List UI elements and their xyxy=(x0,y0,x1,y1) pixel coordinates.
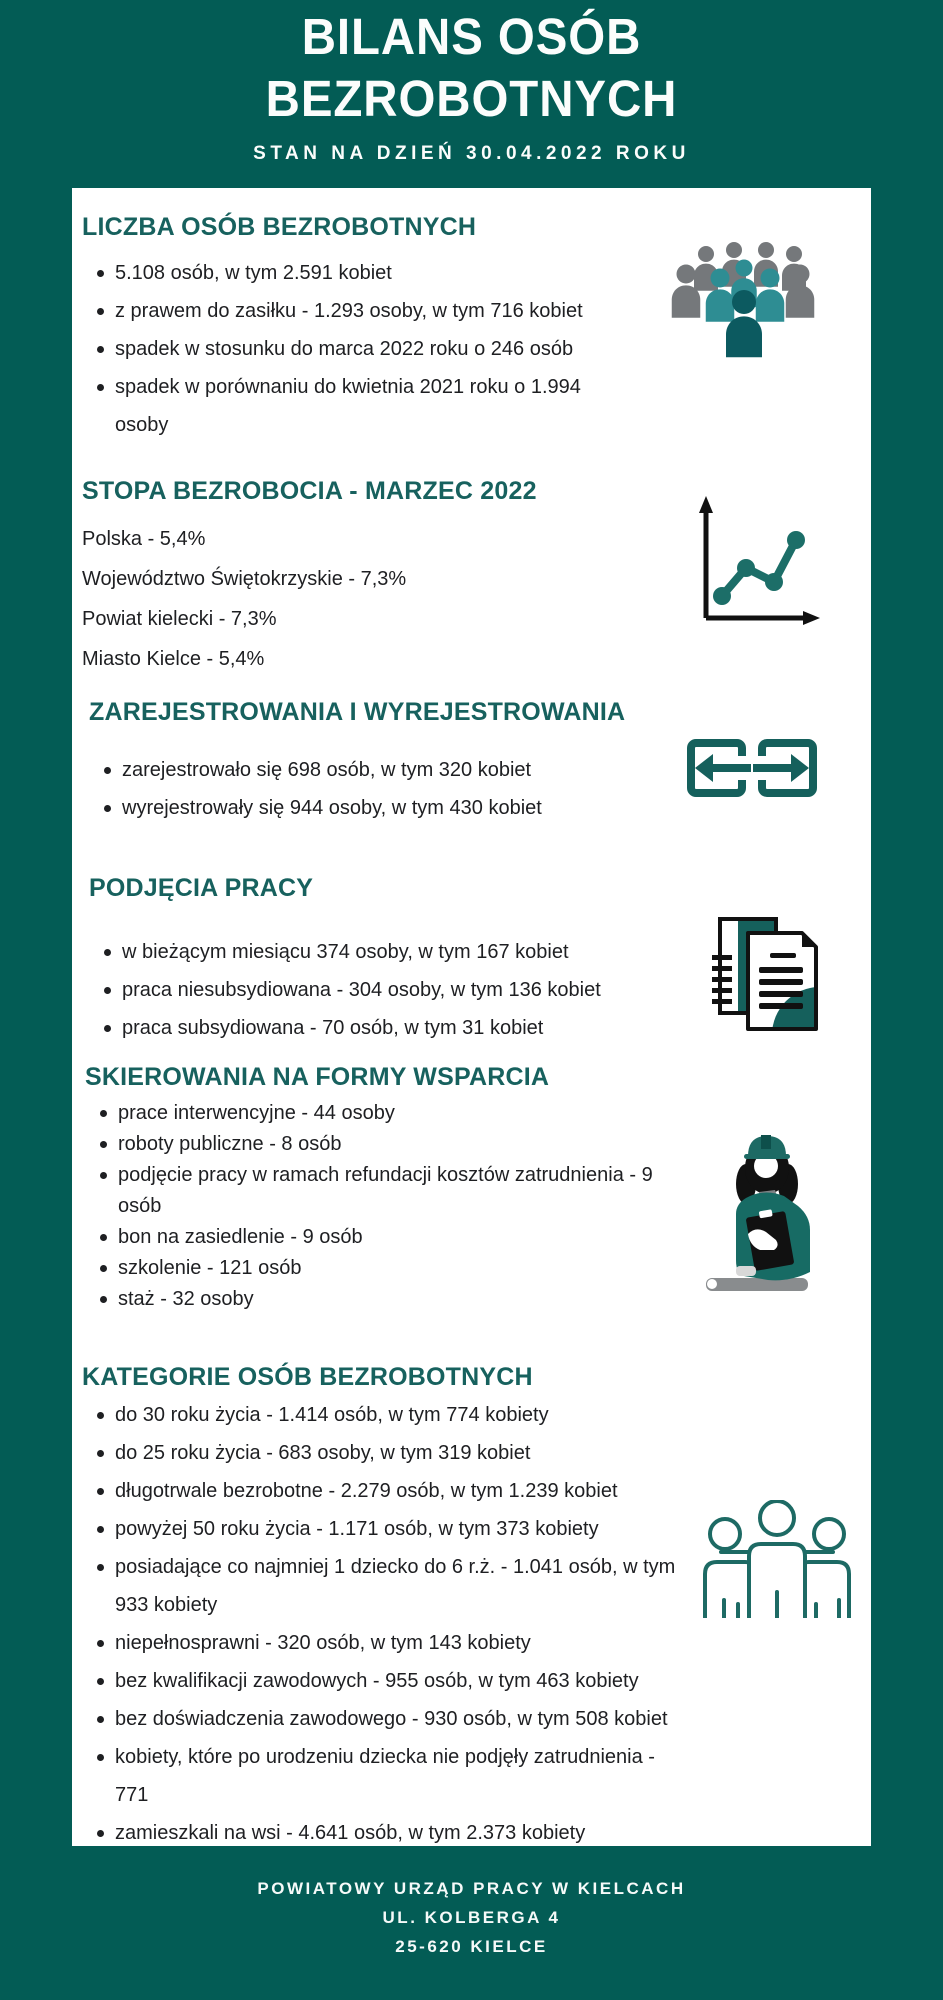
list-item: staż - 32 osoby xyxy=(85,1284,670,1315)
engineer-woman-icon xyxy=(698,1122,828,1297)
line-chart-icon xyxy=(688,488,820,633)
bullet-list xyxy=(82,1396,684,1852)
transfer-arrows-icon xyxy=(685,737,819,799)
page-title xyxy=(0,0,943,130)
list-item: bon na zasiedlenie - 9 osób xyxy=(85,1222,670,1253)
list-item: zamieszkali na wsi - 4.641 osób, w tym 2.373 kobiety xyxy=(82,1814,684,1852)
footer-city: 25-620 KIELCE xyxy=(395,1937,548,1956)
page-title-line2: BEZROBOTNYCH xyxy=(265,70,678,127)
header xyxy=(0,0,943,165)
list-item: w bieżącym miesiącu 374 osoby, w tym 167 kobiet xyxy=(89,933,689,971)
list-item: praca niesubsydiowana - 304 osoby, w tym 136 kobiet xyxy=(89,971,689,1009)
list-item: niepełnosprawni - 320 osób, w tym 143 kobiety xyxy=(82,1624,684,1662)
list-item: spadek w porównaniu do kwietnia 2021 roku o 1.994 osoby xyxy=(82,368,597,444)
list-item: wyrejestrowały się 944 osoby, w tym 430 kobiet xyxy=(89,789,689,827)
bullet-list xyxy=(82,254,597,444)
list-item: szkolenie - 121 osób xyxy=(85,1253,670,1284)
list-item: zarejestrowało się 698 osób, w tym 320 kobiet xyxy=(89,751,689,789)
bullet-list xyxy=(85,1098,670,1315)
page-title-line1: BILANS OSÓB xyxy=(301,8,642,65)
list-item: 5.108 osób, w tym 2.591 kobiet xyxy=(82,254,597,292)
list-item: do 30 roku życia - 1.414 osób, w tym 774 kobiety xyxy=(82,1396,684,1434)
list-item: bez doświadczenia zawodowego - 930 osób, w tym 508 kobiet xyxy=(82,1700,684,1738)
section-heading: LICZBA OSÓB BEZROBOTNYCH xyxy=(82,213,477,241)
content-panel xyxy=(72,188,871,1846)
list-item: posiadające co najmniej 1 dziecko do 6 r.ż. - 1.041 osób, w tym 933 kobiety xyxy=(82,1548,684,1624)
section-heading: SKIEROWANIA NA FORMY WSPARCIA xyxy=(85,1063,550,1091)
section-heading: STOPA BEZROBOCIA - MARZEC 2022 xyxy=(82,477,537,505)
list-item: kobiety, które po urodzeniu dziecka nie podjęły zatrudnienia - 771 xyxy=(82,1738,684,1814)
footer-org-name: POWIATOWY URZĄD PRACY W KIELCACH xyxy=(257,1879,686,1898)
bullet-list xyxy=(89,751,689,827)
list-item: długotrwale bezrobotne - 2.279 osób, w tym 1.239 kobiet xyxy=(82,1472,684,1510)
list-item: bez kwalifikacji zawodowych - 955 osób, w tym 463 kobiety xyxy=(82,1662,684,1700)
section-heading: KATEGORIE OSÓB BEZROBOTNYCH xyxy=(82,1363,533,1391)
list-item: roboty publiczne - 8 osób xyxy=(85,1129,670,1160)
list-item: do 25 roku życia - 683 osoby, w tym 319 kobiet xyxy=(82,1434,684,1472)
list-item: podjęcie pracy w ramach refundacji kosztów zatrudnienia - 9 osób xyxy=(85,1160,670,1222)
list-item: prace interwencyjne - 44 osoby xyxy=(85,1098,670,1129)
team-outline-icon xyxy=(693,1500,861,1618)
crowd-icon xyxy=(668,232,818,367)
footer-street: UL. KOLBERGA 4 xyxy=(382,1908,561,1927)
list-item: spadek w stosunku do marca 2022 roku o 246 osób xyxy=(82,330,597,368)
list-item: Powiat kielecki - 7,3% xyxy=(82,608,277,630)
list-item: praca subsydiowana - 70 osób, w tym 31 kobiet xyxy=(89,1009,689,1047)
page-subtitle: STAN NA DZIEŃ 30.04.2022 ROKU xyxy=(253,143,690,164)
list-item: Województwo Świętokrzyskie - 7,3% xyxy=(82,568,407,590)
section-heading: PODJĘCIA PRACY xyxy=(89,874,314,902)
list-item: Miasto Kielce - 5,4% xyxy=(82,648,265,670)
section-heading: ZAREJESTROWANIA I WYREJESTROWANIA xyxy=(89,698,626,726)
list-item: powyżej 50 roku życia - 1.171 osób, w tym 373 kobiety xyxy=(82,1510,684,1548)
list-item: Polska - 5,4% xyxy=(82,528,206,550)
list-item: z prawem do zasiłku - 1.293 osoby, w tym 716 kobiet xyxy=(82,292,597,330)
footer xyxy=(0,1874,943,1961)
documents-icon xyxy=(710,903,830,1035)
bullet-list xyxy=(89,933,689,1047)
